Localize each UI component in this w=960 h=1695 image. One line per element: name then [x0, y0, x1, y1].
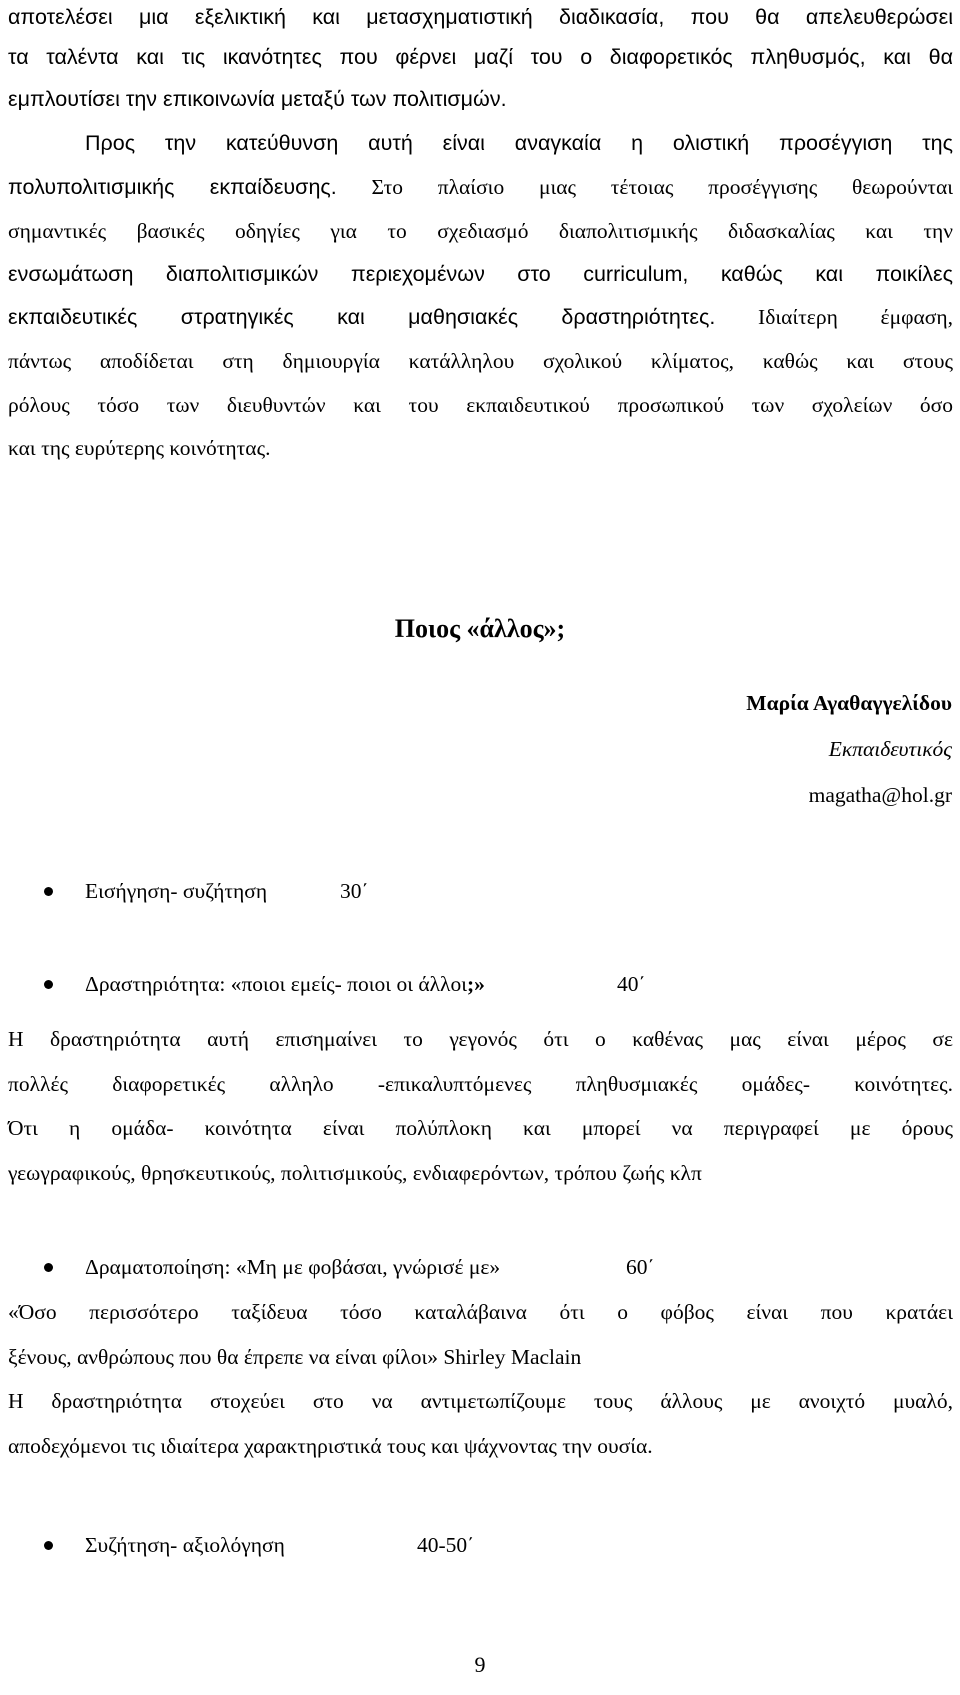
author-role: Εκπαιδευτικός [828, 737, 952, 761]
bullet-icon [44, 1541, 53, 1550]
text-segment: Ιδιαίτερη έμφαση, [758, 305, 953, 329]
bullet-icon [44, 887, 53, 896]
text-segment: πολυπολιτισμικής εκπαίδευσης. [8, 175, 337, 199]
section-title: Ποιος «άλλος»; [394, 614, 566, 643]
paragraph-line: γεωγραφικούς, θρησκευτικούς, πολιτισμικούς, ενδιαφερόντων, τρόπου ζωής κλπ [8, 1161, 702, 1185]
page-number: 9 [474, 1652, 486, 1677]
text-segment: ;» [467, 972, 485, 996]
quote-line: ξένους, ανθρώπους που θα έπρεπε να είναι φίλοι» Shirley Maclain [8, 1345, 582, 1369]
activity-duration: 60΄ [626, 1255, 655, 1279]
paragraph-line: Ότι η ομάδα- κοινότητα είναι πολύπλοκη και μπορεί να περιγραφεί με όρους [8, 1116, 953, 1140]
author-name: Μαρία Αγαθαγγελίδου [746, 691, 952, 715]
paragraph-line: πάντως αποδίδεται στη δημιουργία κατάλληλου σχολικού κλίματος, καθώς και στους [8, 349, 953, 373]
paragraph-line: πολλές διαφορετικές αλληλο -επικαλυπτόμενες πληθυσμιακές ομάδες- κοινότητες. [8, 1072, 953, 1096]
activity-duration: 40-50΄ [417, 1533, 475, 1557]
text-segment: Στο πλαίσιο μιας τέτοιας προσέγγισης θεωρούνται [371, 175, 953, 199]
paragraph-line: Η δραστηριότητα αυτή επισημαίνει το γεγονός ότι ο καθένας μας είναι μέρος σε [8, 1027, 953, 1051]
paragraph-line: ενσωμάτωση διαπολιτισμικών περιεχομένων στο curriculum, καθώς και ποικίλες [8, 262, 953, 286]
bullet-icon [44, 1263, 53, 1272]
paragraph-line: τα ταλέντα και τις ικανότητες που φέρνει μαζί του ο διαφορετικός πληθυσμός, και θα [8, 45, 953, 69]
activity-duration: 40΄ [617, 972, 646, 996]
paragraph-line: ρόλους τόσο των διευθυντών και του εκπαιδευτικού προσωπικού των σχολείων όσο [8, 393, 953, 417]
text-segment: Δραστηριότητα: «ποιοι εμείς- ποιοι οι άλλοι [85, 972, 468, 996]
activity-label [85, 969, 485, 999]
paragraph-line: αποτελέσει μια εξελικτική και μετασχηματιστική διαδικασία, που θα απελευθερώσει [8, 5, 953, 29]
paragraph-line: εμπλουτίσει την επικοινωνία μεταξύ των πολιτισμών. [8, 87, 507, 111]
paragraph-line: σημαντικές βασικές οδηγίες για το σχεδιασμό διαπολιτισμικής διδασκαλίας και την [8, 219, 953, 243]
activity-duration: 30΄ [340, 879, 369, 903]
paragraph-line [8, 302, 953, 332]
activity-label: Δραματοποίηση: «Μη με φοβάσαι, γνώρισέ με» [85, 1255, 501, 1279]
paragraph-line: αποδεχόμενοι τις ιδιαίτερα χαρακτηριστικά τους και ψάχνοντας την ουσία. [8, 1434, 653, 1458]
text-segment: εκπαιδευτικές στρατηγικές και μαθησιακές δραστηριότητες. [8, 305, 716, 329]
author-email: magatha@hol.gr [808, 783, 952, 807]
activity-label: Συζήτηση- αξιολόγηση [85, 1533, 285, 1557]
quote-line: «Όσο περισσότερο ταξίδευα τόσο καταλάβαινα ότι ο φόβος είναι που κρατάει [8, 1300, 953, 1324]
activity-label: Εισήγηση- συζήτηση [85, 879, 268, 903]
bullet-icon [44, 980, 53, 989]
paragraph-line: και της ευρύτερης κοινότητας. [8, 436, 271, 460]
paragraph-line: Η δραστηριότητα στοχεύει στο να αντιμετωπίζουμε τους άλλους με ανοιχτό μυαλό, [8, 1389, 953, 1413]
paragraph-line [8, 172, 953, 202]
paragraph-line: Προς την κατεύθυνση αυτή είναι αναγκαία η ολιστική προσέγγιση της [85, 131, 953, 155]
